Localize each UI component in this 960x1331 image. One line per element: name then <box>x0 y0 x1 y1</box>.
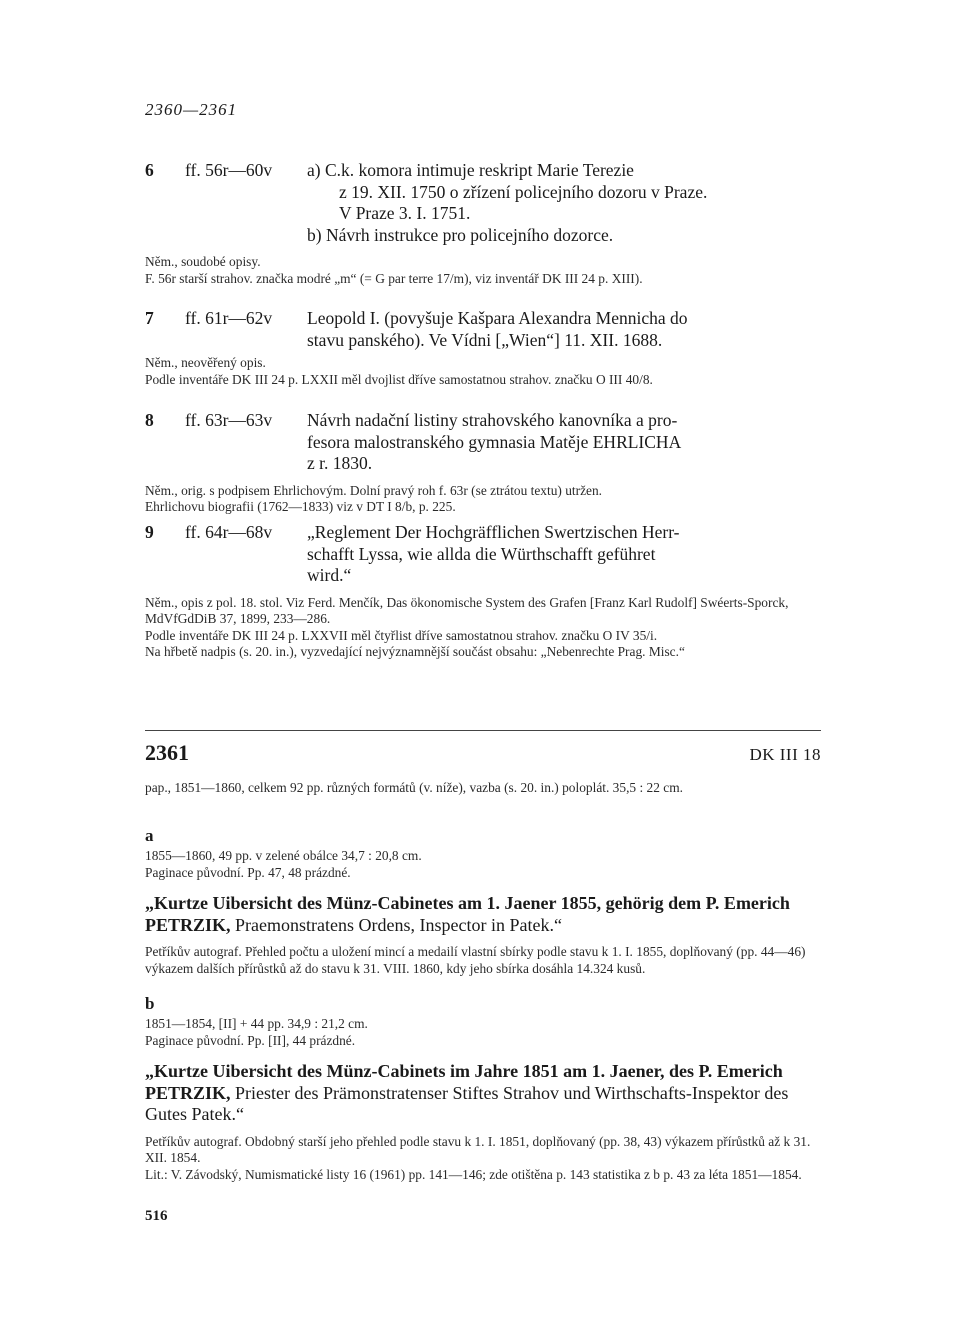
part-notes: Petříkův autograf. Přehled počtu a uložení mincí a medailí vlastní sbírky podle stavu k 1. I. 1855, doplňovaný (pp. 44—46) výkazem dalších přírůstků až do stavu k 31. VIII. 1860, kdy jeho sbírka dosáhla 14.324 kusů. <box>145 944 806 976</box>
part-letter: b <box>145 994 155 1013</box>
shelfmark: DK III 18 <box>749 745 821 764</box>
entry-notes: Něm., soudobé opisy. F. 56r starší strahov. značka modré „m“ (= G par terre 17/m), viz inventář DK III 24 p. XIII). <box>145 254 643 286</box>
entry-number: 6 <box>145 160 154 180</box>
entry-folios: ff. 61r—62v <box>185 308 273 328</box>
entry-title: a) C.k. komora intimuje reskript Marie Terezie z 19. XII. 1750 o zřízení policejního dozoru v Praze. V Praze 3. I. 1751. b) Návrh instrukce pro policejního dozorce. <box>307 160 708 245</box>
part-info: 1855—1860, 49 pp. v zelené obálce 34,7 : 20,8 cm. Paginace původní. Pp. 47, 48 prázdné. <box>145 848 422 880</box>
part-a <box>145 826 821 977</box>
manuscript-number: 2361 <box>145 740 189 765</box>
entry-notes: Něm., orig. s podpisem Ehrlichovým. Dolní pravý roh f. 63r (se ztrátou textu) utržen. Ehrlichovu biografii (1762—1833) viz v DT I 8/b, p. 225. <box>145 482 603 514</box>
entry-number: 8 <box>145 410 154 430</box>
entry-title: Návrh nadační listiny strahovského kanovníka a pro- fesora malostranského gymnasia Matěje EHRLICHA z r. 1830. <box>307 410 682 473</box>
entry-notes: Něm., opis z pol. 18. stol. Viz Ferd. Menčík, Das ökonomische System des Grafen [Franz Karl Rudolf] Swéerts-Sporck, MdVfGdDiB 37, 1899, 233—286. Podle inventáře DK III 24 p. LXXVII měl čtyřlist dříve samostatnou strahov. značku O IV 35/i. Na hřbetě nadpis (s. 20. in.), vyzvedající nejvýznamnější součást obsahu: „Nebenrechte Prag. Misc.“ <box>145 594 789 659</box>
manuscript-description: pap., 1851—1860, celkem 92 pp. různých formátů (v. níže), vazba (s. 20. in.) poloplát. 35,5 : 22 cm. <box>145 780 683 795</box>
entry-number: 7 <box>145 308 154 328</box>
entry-8 <box>145 410 821 516</box>
part-title: „Kurtze Uibersicht des Münz-Cabinets im Jahre 1851 am 1. Jaener, des P. Emerich PETRZIK, Priester des Prämonstratenser Stiftes Strahov und Wirthschafts-Inspektor des Gutes Patek.“ <box>145 1061 789 1124</box>
entry-7 <box>145 308 821 388</box>
page-number: 516 <box>145 1208 168 1224</box>
part-b <box>145 994 821 1183</box>
section-divider <box>145 730 821 731</box>
entry-notes: Něm., neověřený opis. Podle inventáře DK III 24 p. LXXII měl dvojlist dříve samostatnou strahov. značku O III 40/8. <box>145 355 653 387</box>
entry-folios: ff. 56r—60v <box>185 160 273 180</box>
entry-folios: ff. 63r—63v <box>185 410 273 430</box>
part-title: „Kurtze Uibersicht des Münz-Cabinetes am 1. Jaener 1855, gehörig dem P. Emerich PETRZIK, Praemonstratens Ordens, Inspector in Patek.“ <box>145 893 790 935</box>
entry-folios: ff. 64r—68v <box>185 522 273 542</box>
running-head: 2360—2361 <box>145 100 238 119</box>
manuscript-heading <box>145 740 821 766</box>
entry-9 <box>145 522 821 661</box>
entry-6 <box>145 160 821 287</box>
part-info: 1851—1854, [II] + 44 pp. 34,9 : 21,2 cm. Paginace původní. Pp. [II], 44 prázdné. <box>145 1016 368 1048</box>
entry-title: „Reglement Der Hochgräfflichen Swertzischen Herr- schafft Lyssa, wie allda die Würthschafft geführet wird.“ <box>307 522 680 585</box>
part-letter: a <box>145 826 154 845</box>
entry-number: 9 <box>145 522 154 542</box>
part-notes: Petříkův autograf. Obdobný starší jeho přehled podle stavu k 1. I. 1851, doplňovaný (pp. 38, 43) výkazem přírůstků až k 31. XII. 1854. Lit.: V. Závodský, Numismatické listy 16 (1961) pp. 141—146; zde otištěna p. 143 statistika z b p. 43 za léta 1851—1854. <box>145 1133 811 1182</box>
entry-title: Leopold I. (povyšuje Kašpara Alexandra Mennicha do stavu panského). Ve Vídni [„Wien“] 11. XII. 1688. <box>307 308 688 350</box>
